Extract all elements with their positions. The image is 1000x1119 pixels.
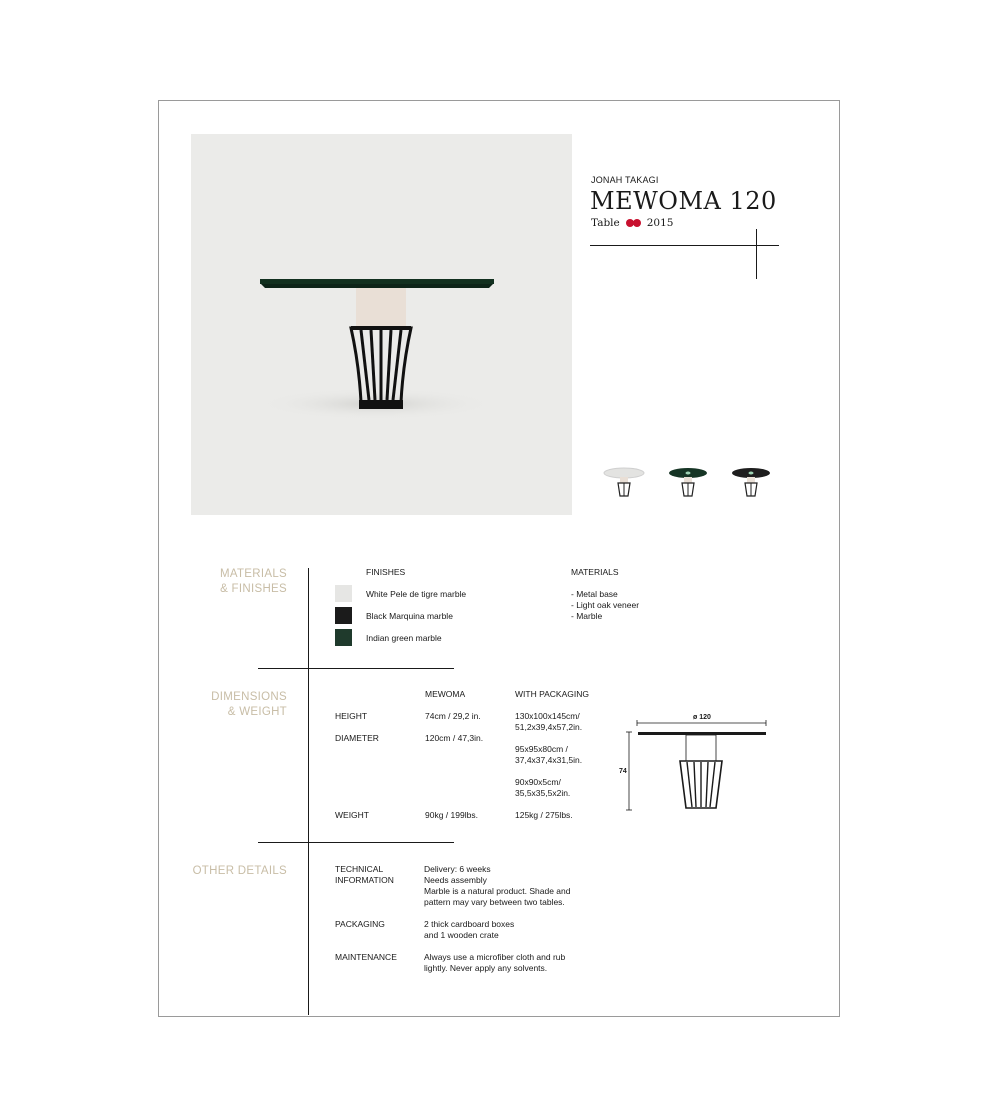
designer-name: JONAH TAKAGI [591, 175, 659, 185]
materials-section-title: MATERIALS & FINISHES [219, 568, 287, 595]
col-packaging-header: WITH PACKAGING [515, 689, 589, 699]
diameter-label: DIAMETER [335, 733, 379, 743]
packaging-dims-1: 130x100x145cm/ 51,2x39,4x57,2in. [515, 711, 583, 732]
thumbnail-green-marble[interactable] [663, 465, 713, 505]
drawing-height-label: 74 [619, 768, 627, 775]
material-item: - Marble [571, 611, 603, 621]
brand-dots-icon [626, 219, 641, 227]
weight-label: WEIGHT [335, 810, 369, 820]
mewoma-table-illustration [191, 134, 572, 515]
sections-vertical-divider [308, 568, 309, 1015]
weight-packaging-value: 125kg / 275lbs. [515, 810, 573, 820]
height-label: HEIGHT [335, 711, 368, 721]
finishes-header: FINISHES [366, 567, 406, 577]
drawing-diameter-label: ø 120 [693, 714, 711, 721]
material-item: - Light oak veneer [571, 600, 640, 610]
other-details-section-title: OTHER DETAILS [192, 865, 287, 877]
product-subtitle [591, 217, 673, 229]
maintenance-label: MAINTENANCE [335, 952, 397, 962]
technical-info: Delivery: 6 weeks Needs assembly Marble is a natural product. Shade and pattern may vary between two tables. [424, 864, 571, 907]
diameter-value: 120cm / 47,3in. [425, 733, 484, 743]
thumbnail-white-marble[interactable] [599, 465, 649, 505]
packaging-info: 2 thick cardboard boxes and 1 wooden crate [424, 919, 515, 940]
product-category: Table [591, 217, 620, 229]
thumbnail-black-marble[interactable] [726, 465, 776, 505]
finish-green-label: Indian green marble [366, 633, 442, 643]
title-divider [590, 245, 779, 246]
finish-black-label: Black Marquina marble [366, 611, 453, 621]
title-cross-mark [756, 229, 757, 279]
product-year: 2015 [646, 217, 674, 229]
section-divider-2 [258, 842, 454, 843]
product-sheet [158, 100, 840, 1017]
packaging-dims-2: 95x95x80cm / 37,4x37,4x31,5in. [515, 744, 583, 765]
technical-label: TECHNICAL INFORMATION [335, 864, 394, 885]
packaging-dims-3: 90x90x5cm/ 35,5x35,5x2in. [515, 777, 571, 798]
product-title: MEWOMA 120 [590, 187, 777, 215]
materials-list [571, 589, 639, 622]
dimensions-section-title: DIMENSIONS & WEIGHT [211, 691, 287, 718]
swatch-green-marble [335, 629, 352, 646]
swatch-black-marble [335, 607, 352, 624]
section-divider-1 [258, 668, 454, 669]
swatch-white-marble [335, 585, 352, 602]
height-value: 74cm / 29,2 in. [425, 711, 481, 721]
packaging-label: PACKAGING [335, 919, 385, 929]
materials-header: MATERIALS [571, 567, 619, 577]
product-hero-image [191, 134, 572, 515]
finish-white-label: White Pele de tigre marble [366, 589, 467, 599]
technical-drawing [614, 711, 774, 821]
maintenance-info: Always use a microfiber cloth and rub lightly. Never apply any solvents. [424, 952, 566, 973]
material-item: - Metal base [571, 589, 618, 599]
weight-value: 90kg / 199lbs. [425, 810, 478, 820]
col-mewoma-header: MEWOMA [425, 689, 466, 699]
